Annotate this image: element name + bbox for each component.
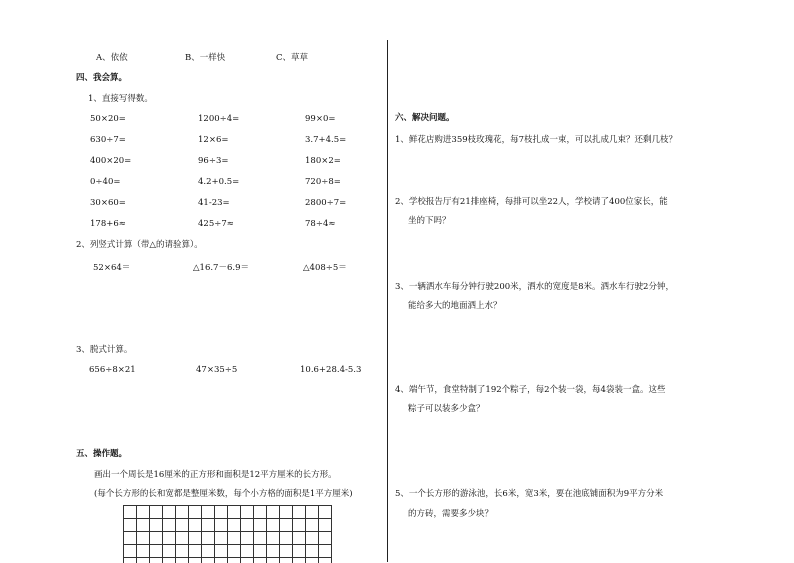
grid-cell <box>124 558 137 563</box>
grid-cell <box>228 519 241 532</box>
grid-cell <box>215 519 228 532</box>
grid-cell <box>189 506 202 519</box>
calc-item: 99×0= <box>305 114 336 124</box>
calc-item: 720÷8= <box>305 177 341 187</box>
grid-cell <box>215 558 228 563</box>
grid-cell <box>176 532 189 545</box>
grid-cell <box>228 532 241 545</box>
step-calc-2: 47×35÷5 <box>196 365 238 375</box>
grid-cell <box>176 545 189 558</box>
grid-cell <box>176 519 189 532</box>
grid-cell <box>124 545 137 558</box>
problem-4-line2: 粽子可以装多少盒？ <box>408 404 485 414</box>
option-b: B、一样快 <box>185 53 226 63</box>
section4-q1-title: 1、直接写得数。 <box>88 94 153 104</box>
calc-item: 50×20= <box>90 114 126 124</box>
step-calc-3: 10.6+28.4-5.3 <box>300 365 362 375</box>
grid-cell <box>293 519 306 532</box>
grid-cell <box>254 545 267 558</box>
grid-cell <box>124 506 137 519</box>
step-calc-1: 656÷8×21 <box>89 365 136 375</box>
grid-cell <box>150 519 163 532</box>
calc-item: 180×2= <box>305 156 341 166</box>
grid-cell <box>254 506 267 519</box>
grid-cell <box>306 545 319 558</box>
calc-item: 400×20= <box>90 156 132 166</box>
calc-item: 0÷40= <box>90 177 121 187</box>
grid-cell <box>293 545 306 558</box>
grid-cell <box>150 506 163 519</box>
square-grid <box>123 505 332 563</box>
grid-cell <box>241 519 254 532</box>
problem-1: 1、鲜花店购进359枝玫瑰花，每7枝扎成一束，可以扎成几束？还剩几枝？ <box>395 135 678 145</box>
section6-heading: 六、解决问题。 <box>395 113 455 123</box>
grid-cell <box>319 519 332 532</box>
grid-cell <box>163 519 176 532</box>
calc-item: 96÷3= <box>198 156 229 166</box>
calc-item: 425÷7≈ <box>198 219 234 229</box>
grid-cell <box>124 519 137 532</box>
vertical-calc-2: △16.7－6.9＝ <box>193 263 249 273</box>
grid-cell <box>137 519 150 532</box>
calc-item: 41-23= <box>198 198 230 208</box>
grid-cell <box>241 532 254 545</box>
calc-item: 1200÷4= <box>198 114 240 124</box>
section5-note: (每个长方形的长和宽都是整厘米数，每个小方格的面积是1平方厘米) <box>94 489 353 499</box>
grid-cell <box>150 545 163 558</box>
grid-cell <box>306 506 319 519</box>
grid-cell <box>280 506 293 519</box>
grid-cell <box>215 545 228 558</box>
grid-cell <box>176 506 189 519</box>
calc-item: 12×6= <box>198 135 229 145</box>
grid-cell <box>254 519 267 532</box>
grid-cell <box>163 545 176 558</box>
grid-cell <box>163 558 176 563</box>
calc-item: 630÷7= <box>90 135 126 145</box>
grid-cell <box>267 558 280 563</box>
grid-cell <box>189 519 202 532</box>
grid-cell <box>306 532 319 545</box>
grid-cell <box>267 532 280 545</box>
grid-cell <box>241 558 254 563</box>
grid-cell <box>176 558 189 563</box>
grid-cell <box>189 545 202 558</box>
grid-cell <box>319 545 332 558</box>
grid-cell <box>267 519 280 532</box>
grid-cell <box>267 506 280 519</box>
grid-cell <box>319 558 332 563</box>
grid-cell <box>306 558 319 563</box>
grid-cell <box>202 506 215 519</box>
grid-cell <box>150 558 163 563</box>
calc-item: 30×60= <box>90 198 126 208</box>
grid-cell <box>137 506 150 519</box>
option-a: A、依依 <box>96 53 128 63</box>
grid-cell <box>293 506 306 519</box>
grid-cell <box>215 506 228 519</box>
grid-cell <box>202 519 215 532</box>
section4-q3-title: 3、脱式计算。 <box>76 345 133 355</box>
grid-cell <box>150 532 163 545</box>
problem-3-line1: 3、一辆洒水车每分钟行驶200米，洒水的宽度是8米。洒水车行驶2分钟， <box>395 282 674 292</box>
grid-cell <box>280 519 293 532</box>
calc-item: 4.2+0.5= <box>198 177 240 187</box>
grid-cell <box>202 558 215 563</box>
section5-heading: 五、操作题。 <box>76 449 128 459</box>
problem-3-line2: 能给多大的地面洒上水？ <box>408 301 502 311</box>
grid-cell <box>202 532 215 545</box>
grid-cell <box>319 532 332 545</box>
grid-cell <box>280 545 293 558</box>
grid-cell <box>124 532 137 545</box>
grid-cell <box>228 506 241 519</box>
calc-item: 3.7+4.5= <box>305 135 347 145</box>
calc-item: 178+6≈ <box>90 219 126 229</box>
problem-2-line1: 2、学校报告厅有21排座椅，每排可以坐22人，学校请了400位家长，能 <box>395 197 668 207</box>
grid-cell <box>137 532 150 545</box>
option-c: C、草草 <box>276 53 309 63</box>
grid-cell <box>267 545 280 558</box>
section4-heading: 四、我会算。 <box>76 73 128 83</box>
section5-instruction: 画出一个周长是16厘米的正方形和面积是12平方厘米的长方形。 <box>94 470 337 480</box>
problem-4-line1: 4、端午节，食堂特制了192个粽子，每2个装一袋，每4袋装一盒。这些 <box>395 385 666 395</box>
grid-cell <box>202 545 215 558</box>
grid-cell <box>306 519 319 532</box>
grid-cell <box>254 558 267 563</box>
problem-5-line2: 的方砖，需要多少块？ <box>408 509 494 519</box>
grid-cell <box>280 558 293 563</box>
grid-cell <box>293 558 306 563</box>
grid-cell <box>189 532 202 545</box>
grid-cell <box>137 558 150 563</box>
grid-cell <box>228 545 241 558</box>
grid-cell <box>228 558 241 563</box>
grid-cell <box>241 506 254 519</box>
column-divider <box>387 40 388 562</box>
calc-item: 78÷4≈ <box>305 219 336 229</box>
grid-cell <box>163 532 176 545</box>
grid-cell <box>137 545 150 558</box>
grid-cell <box>254 532 267 545</box>
vertical-calc-3: △408÷5＝ <box>303 263 347 273</box>
grid-cell <box>215 532 228 545</box>
grid-cell <box>319 506 332 519</box>
problem-2-line2: 坐的下吗？ <box>408 216 451 226</box>
section4-q2-title: 2、列竖式计算（带△的请验算）。 <box>76 240 203 250</box>
grid-cell <box>241 545 254 558</box>
vertical-calc-1: 52×64＝ <box>93 263 131 273</box>
grid-cell <box>163 506 176 519</box>
problem-5-line1: 5、一个长方形的游泳池，长6米，宽3米，要在池底铺面积为9平方分米 <box>395 489 664 499</box>
grid-cell <box>293 532 306 545</box>
grid-cell <box>189 558 202 563</box>
calc-item: 2800÷7= <box>305 198 347 208</box>
grid-cell <box>280 532 293 545</box>
